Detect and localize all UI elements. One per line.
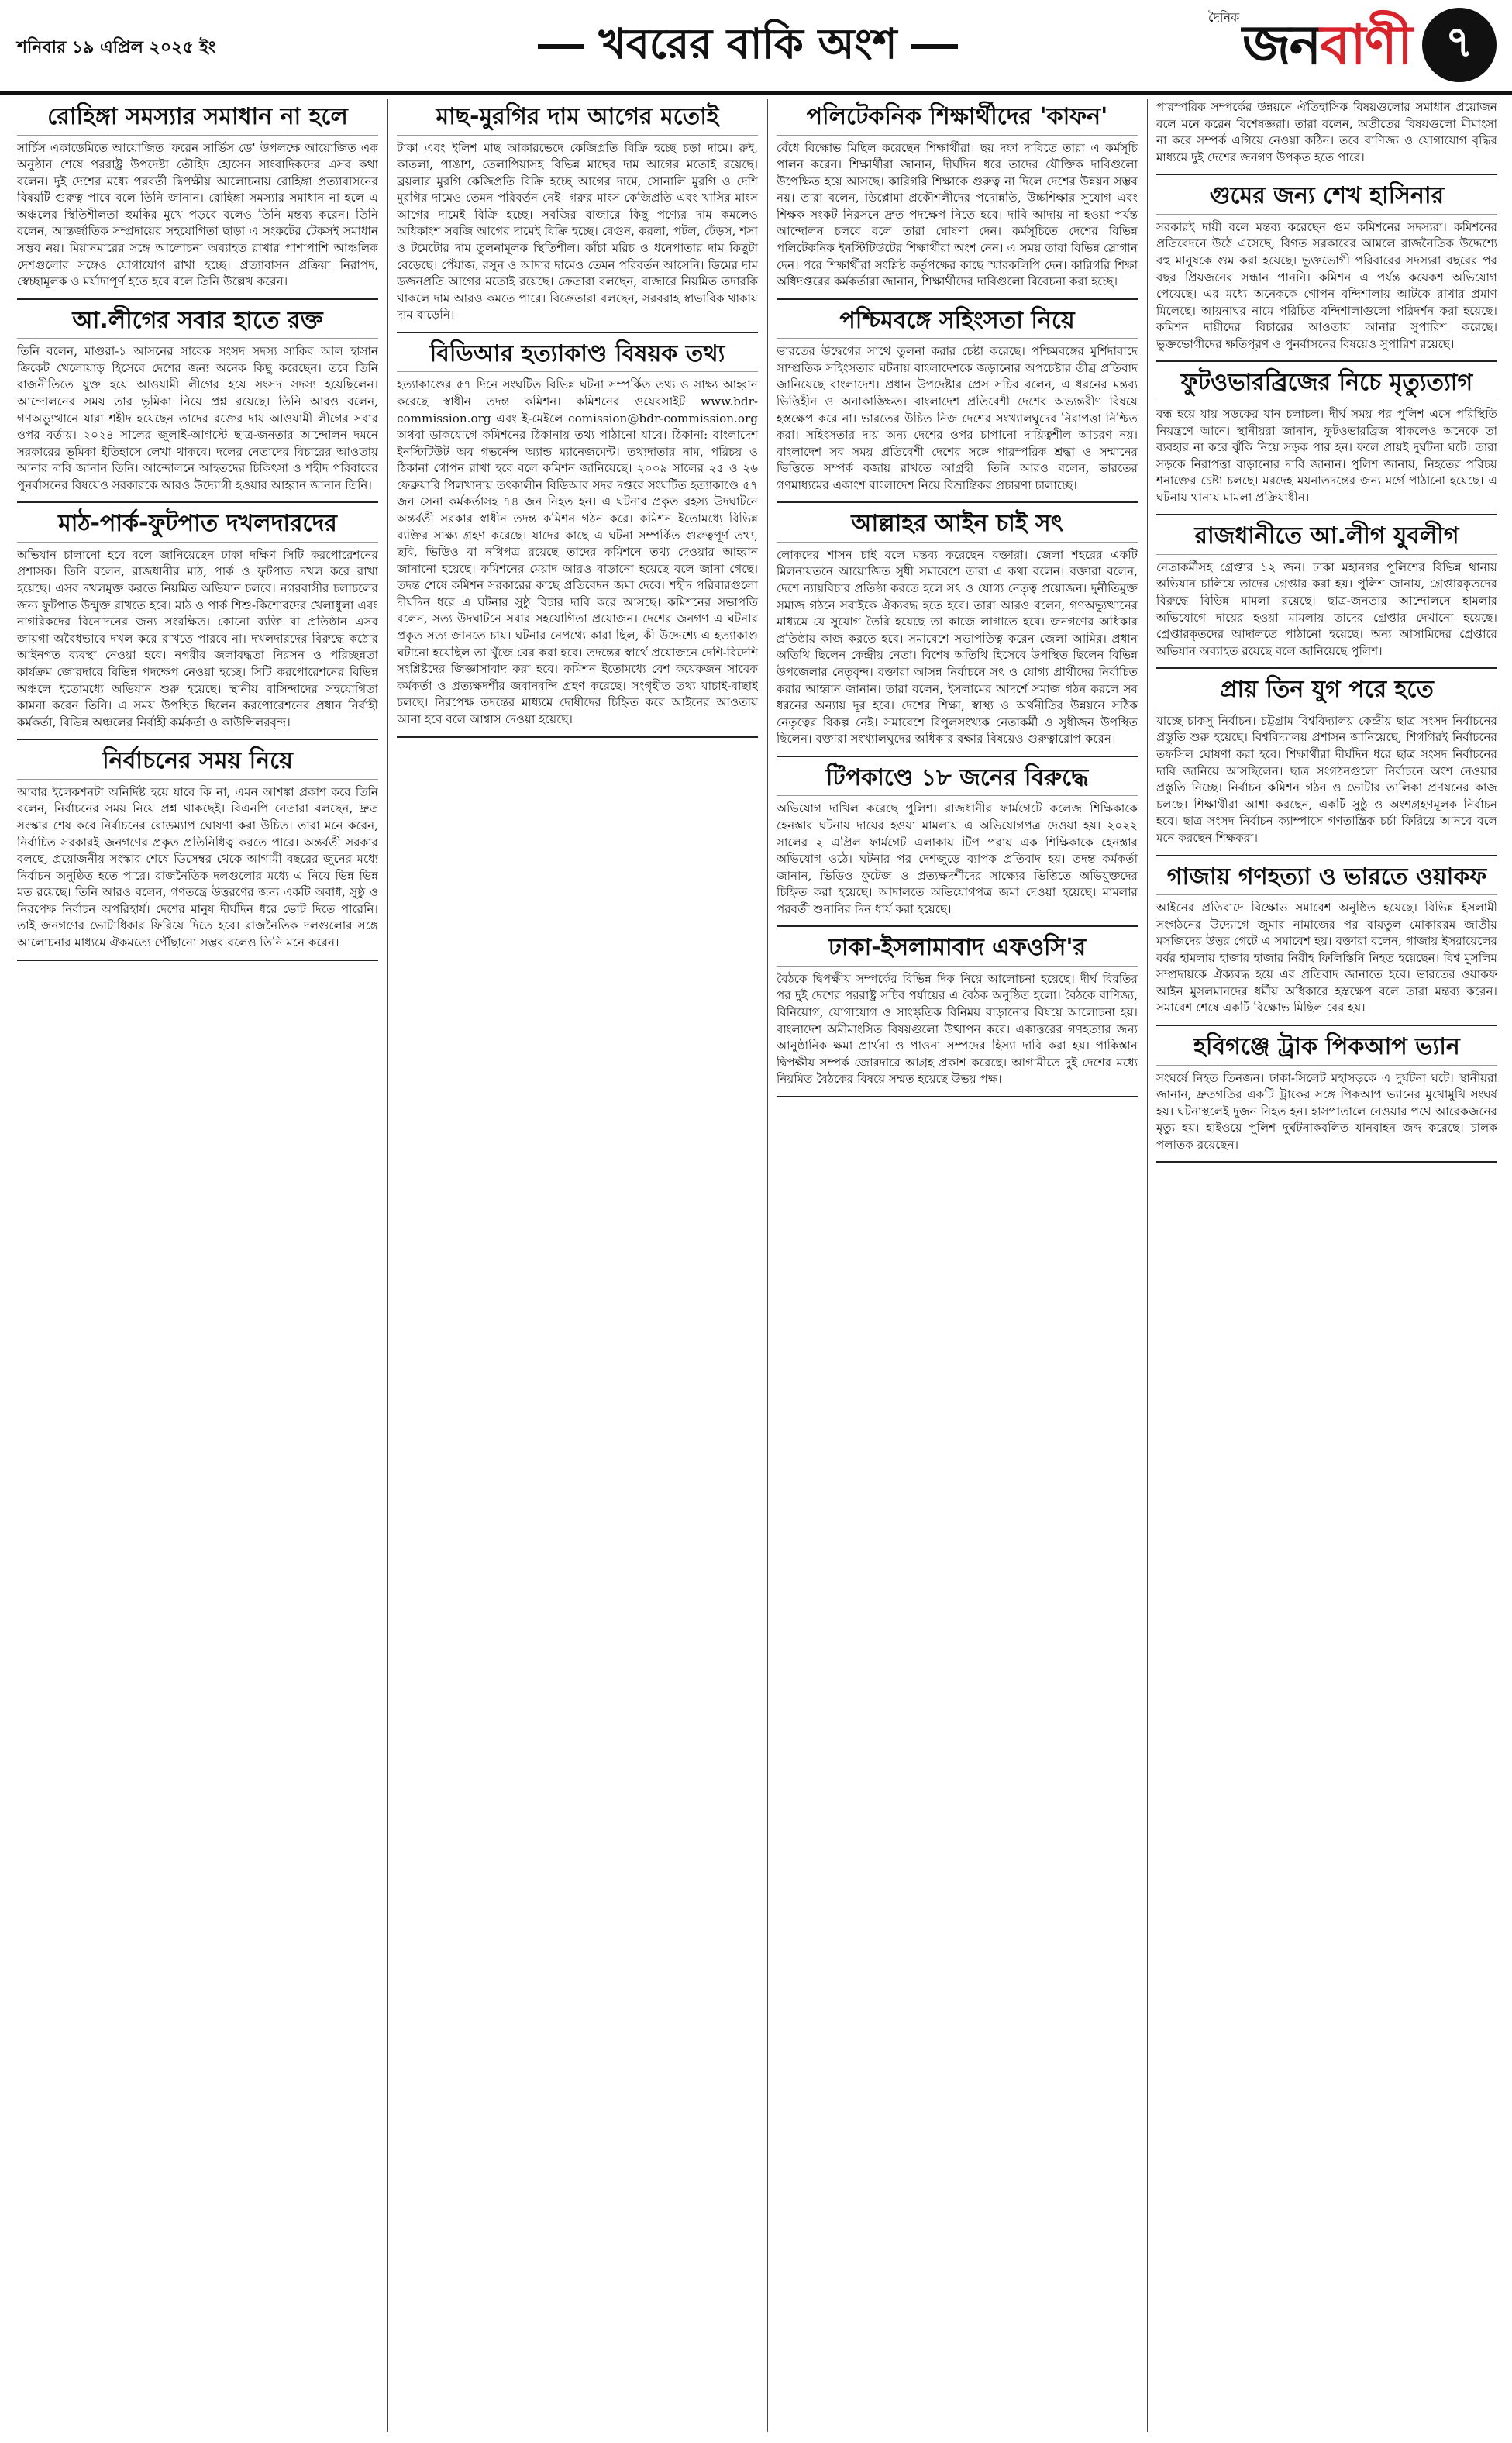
page-number: ৭: [1422, 8, 1497, 82]
article-headline: প্রায় তিন যুগ পরে হতে: [1156, 675, 1497, 708]
article-headline: নির্বাচনের সময় নিয়ে: [17, 746, 378, 780]
article-headline: ঢাকা-ইসলামাবাদ এফওসি'র: [777, 933, 1138, 967]
article-body: লোকদের শাসন চাই বলে মন্তব্য করেছেন বক্তারা। জেলা শহরের একটি মিলনায়তনে আয়োজিত সুধী সমাবেশে তারা এ কথা বলেন। বক্তারা বলেন, দেশে ন্যায়বিচার প্রতিষ্ঠা করতে হলে সৎ ও যোগ্য নেতৃত্ব প্রয়োজন। দুর্নীতিমুক্ত সমাজ গঠনে সবাইকে ঐক্যবদ্ধ হতে হবে। তারা আরও বলেন, গণঅভ্যুত্থানের মাধ্যমে যে সুযোগ তৈরি হয়েছে তা কাজে লাগাতে হবে। জনগণের অধিকার প্রতিষ্ঠায় কাজ করতে হবে। সমাবেশে সভাপতিত্ব করেন জেলা আমির। প্রধান অতিথি ছিলেন কেন্দ্রীয় নেতা। বিশেষ অতিথি হিসেবে উপস্থিত ছিলেন বিভিন্ন উপজেলার নেতৃবৃন্দ। বক্তারা আসন্ন নির্বাচনে সৎ ও যোগ্য প্রার্থীদের নির্বাচিত করার আহ্বান জানান। তারা বলেন, ইসলামের আদর্শে সমাজ গঠন করলে সব ধরনের অন্যায় দূর হবে। দেশের শিক্ষা, স্বাস্থ্য ও অর্থনীতির উন্নয়নে সঠিক নেতৃত্বের বিকল্প নেই। সমাবেশে বিপুলসংখ্যক নেতাকর্মী ও সুধীজন উপস্থিত ছিলেন। বক্তারা সংখ্যালঘুদের অধিকার রক্ষার বিষয়েও গুরুত্বারোপ করেন।: [777, 547, 1138, 746]
article-body: যাচ্ছে চাকসু নির্বাচন। চট্টগ্রাম বিশ্ববিদ্যালয় কেন্দ্রীয় ছাত্র সংসদ নির্বাচনের প্রস্তুতি শুরু হয়েছে। বিশ্ববিদ্যালয় প্রশাসন জানিয়েছে, শিগগিরই নির্বাচনের তফসিল ঘোষণা করা হবে। শিক্ষার্থীরা দীর্ঘদিন ধরে ছাত্র সংসদ নির্বাচনের দাবি জানিয়ে আসছিলেন। ছাত্র সংগঠনগুলো নির্বাচনে অংশ নেওয়ার প্রস্তুতি নিচ্ছে। নির্বাচন কমিশন গঠন ও ভোটার তালিকা প্রণয়নের কাজ চলছে। শিক্ষার্থীরা আশা করছেন, একটি সুষ্ঠু ও অংশগ্রহণমূলক নির্বাচন হবে। ছাত্র সংসদ নির্বাচন ক্যাম্পাসে গণতান্ত্রিক চর্চা ফিরিয়ে আনবে বলে মনে করছেন শিক্ষকরা।: [1156, 713, 1497, 845]
column-rule: [1147, 99, 1148, 2432]
article-divider: [1156, 667, 1497, 669]
article-body: আইনের প্রতিবাদে বিক্ষোভ সমাবেশ অনুষ্ঠিত হয়েছে। বিভিন্ন ইসলামী সংগঠনের উদ্যোগে জুমার নামাজের পর বায়তুল মোকাররম জাতীয় মসজিদের উত্তর গেটে এ সমাবেশ হয়। বক্তারা বলেন, গাজায় ইসরায়েলের বর্বর হামলায় হাজার হাজার নিরীহ ফিলিস্তিনি নিহত হয়েছেন। বিশ্ব মুসলিম সম্প্রদায়কে ঐক্যবদ্ধ হয়ে এর প্রতিবাদ জানাতে হবে। ভারতের ওয়াকফ আইন মুসলমানদের ধর্মীয় অধিকারে হস্তক্ষেপ বলে তারা মন্তব্য করেন। সমাবেশ শেষে একটি বিক্ষোভ মিছিল বের হয়।: [1156, 901, 1497, 1015]
column-rule: [387, 99, 388, 2432]
news-article: [1156, 181, 1497, 353]
logo-wordmark: [1242, 13, 1411, 77]
article-headline: রোহিঙ্গা সমস্যার সমাধান না হলে: [17, 102, 378, 136]
news-article: [1156, 675, 1497, 846]
logo-subtitle: দৈনিক: [1208, 10, 1240, 25]
article-divider: [1156, 1025, 1497, 1026]
article-headline: ফুটওভারব্রিজের নিচে মৃত্যুত্যাগ: [1156, 368, 1497, 401]
article-divider: [17, 501, 378, 503]
news-article: [1156, 863, 1497, 1018]
article-body: তিনি বলেন, মাগুরা-১ আসনের সাবেক সংসদ সদস্য সাকিব আল হাসান ক্রিকেট খেলোয়াড় হিসেবে দেশের জন্য অনেক কিছু করেছেন। তবে তিনি রাজনীতিতে যুক্ত হয়ে আওয়ামী লীগের হয়ে সংসদ সদস্য হয়েছিলেন। আন্দোলনের সময় তার ভূমিকা নিয়ে প্রশ্ন রয়েছে। তিনি আরও বলেন, গণঅভ্যুত্থানে যারা শহীদ হয়েছেন তাদের রক্তের দায় আওয়ামী লীগের সবার ওপর বর্তায়। ২০২৪ সালের জুলাই-আগস্টে ছাত্র-জনতার আন্দোলন দমনে সরকারের ভূমিকা ইতিহাসে লেখা থাকবে। দলের নেতাদের বিচারের আওতায় আনার দাবি জানান তিনি। আন্দোলনে আহতদের চিকিৎসা ও শহীদ পরিবারের পুনর্বাসনের বিষয়েও সরকারকে আরও উদ্যোগী হওয়ার আহ্বান জানান তিনি।: [17, 344, 378, 492]
news-article: [777, 933, 1138, 1088]
news-article: [777, 306, 1138, 494]
article-headline: পশ্চিমবঙ্গে সহিংসতা নিয়ে: [777, 306, 1138, 339]
article-divider: [1156, 1161, 1497, 1163]
issue-date: শনিবার ১৯ এপ্রিল ২০২৫ ইং: [17, 38, 216, 57]
article-headline: মাঠ-পার্ক-ফুটপাত দখলদারদের: [17, 509, 378, 543]
article-headline: হবিগঞ্জে ট্রাক পিকআপ ভ্যান: [1156, 1032, 1497, 1066]
masthead: [0, 0, 1512, 95]
article-headline: গুমের জন্য শেখ হাসিনার: [1156, 181, 1497, 215]
article-divider: [1156, 360, 1497, 362]
news-article: [1156, 1032, 1497, 1153]
article-divider: [1156, 174, 1497, 175]
news-article: [17, 746, 378, 951]
news-article: [1156, 522, 1497, 660]
newspaper-logo: [1171, 5, 1497, 85]
article-body: ভারতের উদ্বেগের সাথে তুলনা করার চেষ্টা করেছে। পশ্চিমবঙ্গের মুর্শিদাবাদে সাম্প্রতিক সহিংসতার ঘটনায় বাংলাদেশকে জড়ানোর অপচেষ্টার তীব্র প্রতিবাদ জানিয়েছে বাংলাদেশ। প্রধান উপদেষ্টার প্রেস সচিব বলেন, এ ধরনের মন্তব্য ভিত্তিহীন ও অনাকাঙ্ক্ষিত। বাংলাদেশ প্রতিবেশী দেশের অভ্যন্তরীণ বিষয়ে হস্তক্ষেপ করে না। ভারতের উচিত নিজ দেশের সংখ্যালঘুদের নিরাপত্তা নিশ্চিত করা। সহিংসতার দায় অন্য দেশের ওপর চাপানো দায়িত্বশীল আচরণ নয়। বাংলাদেশ সব সময় প্রতিবেশী দেশের সঙ্গে পারস্পরিক শ্রদ্ধা ও সম্মানের ভিত্তিতে সম্পর্ক বজায় রাখতে আগ্রহী। তিনি আরও বলেন, ভারতের গণমাধ্যমের একাংশ বাংলাদেশ নিয়ে বিভ্রান্তিকর প্রচারণা চালাচ্ছে।: [777, 344, 1138, 492]
article-divider: [777, 925, 1138, 927]
article-body: বন্ধ হয়ে যায় সড়কের যান চলাচল। দীর্ঘ সময় পর পুলিশ এসে পরিস্থিতি নিয়ন্ত্রণে আনে। স্থানীয়রা জানান, ফুটওভারব্রিজ থাকলেও অনেকে তা ব্যবহার না করে ঝুঁকি নিয়ে সড়ক পার হন। ফলে প্রায়ই দুর্ঘটনা ঘটে। তারা সড়কে নিরাপত্তা বাড়ানোর দাবি জানান। পুলিশ জানায়, নিহতের পরিচয় শনাক্তের চেষ্টা চলছে। মরদেহ ময়নাতদন্তের জন্য মর্গে পাঠানো হয়েছে। এ ঘটনায় থানায় মামলা প্রক্রিয়াধীন।: [1156, 406, 1497, 505]
news-article: [397, 339, 758, 729]
article-headline: মাছ-মুরগির দাম আগের মতোই: [397, 102, 758, 136]
article-body: আবার ইলেকশনটা অনির্দিষ্ট হয়ে যাবে কি না, এমন আশঙ্কা প্রকাশ করে তিনি বলেন, নির্বাচনের সময় নিয়ে প্রশ্ন থাকছেই। বিএনপি নেতারা বলছেন, দ্রুত সংস্কার শেষ করে নির্বাচনের রোডম্যাপ ঘোষণা করা উচিত। তারা মনে করেন, নির্বাচিত সরকারই জনগণের প্রকৃত প্রতিনিধিত্ব করতে পারে। অন্তর্বর্তী সরকার বলছে, প্রয়োজনীয় সংস্কার শেষে ডিসেম্বর থেকে আগামী বছরের জুনের মধ্যে নির্বাচন অনুষ্ঠিত হতে পারে। রাজনৈতিক দলগুলোর মধ্যে এ নিয়ে ভিন্ন ভিন্ন মত রয়েছে। তিনি আরও বলেন, গণতন্ত্রে উত্তরণের জন্য একটি অবাধ, সুষ্ঠু ও নিরপেক্ষ নির্বাচন অপরিহার্য। দেশের মানুষ দীর্ঘদিন ধরে ভোট দিতে পারেনি। তাই জনগণের ভোটাধিকার ফিরিয়ে দিতে হবে। রাজনৈতিক দলগুলোর সঙ্গে আলোচনার মাধ্যমে ঐকমত্যে পৌঁছানো সম্ভব বলেও তিনি মনে করেন।: [17, 784, 378, 949]
news-article: [397, 102, 758, 324]
article-body: পারস্পরিক সম্পর্কের উন্নয়নে ঐতিহাসিক বিষয়গুলোর সমাধান প্রয়োজন বলে মনে করেন বিশেষজ্ঞরা। তারা বলেন, অতীতের বিষয়গুলো মীমাংসা না করে সম্পর্ক এগিয়ে নেওয়া কঠিন। তবে বাণিজ্য ও যোগাযোগ বৃদ্ধির মাধ্যমে দুই দেশের জনগণ উপকৃত হতে পারে।: [1156, 100, 1497, 164]
article-headline: টিপকাণ্ডে ১৮ জনের বিরুদ্ধে: [777, 763, 1138, 797]
article-divider: [1156, 855, 1497, 856]
article-body: অভিযোগ দাখিল করেছে পুলিশ। রাজধানীর ফার্মগেটে কলেজ শিক্ষিকাকে হেনস্তার ঘটনায় দায়ের হওয়া মামলায় এ অভিযোগপত্র দেওয়া হয়। ২০২২ সালের ২ এপ্রিল ফার্মগেট এলাকায় টিপ পরায় এক শিক্ষিকাকে হেনস্তার অভিযোগ ওঠে। ঘটনার পর দেশজুড়ে ব্যাপক প্রতিবাদ হয়। তদন্ত কর্মকর্তা জানান, ভিডিও ফুটেজ ও প্রত্যক্ষদর্শীদের সাক্ষ্যের ভিত্তিতে অভিযুক্তদের চিহ্নিত করা হয়েছে। আদালতে অভিযোগপত্র জমা দেওয়া হয়েছে। মামলার পরবর্তী শুনানির দিন ধার্য করা হয়েছে।: [777, 801, 1138, 916]
article-divider: [17, 298, 378, 300]
column-4: [1156, 99, 1497, 2432]
article-headline: বিডিআর হত্যাকাণ্ড বিষয়ক তথ্য: [397, 339, 758, 373]
article-divider: [777, 756, 1138, 757]
article-headline: পলিটেকনিক শিক্ষার্থীদের 'কাফন': [777, 102, 1138, 136]
column-1: [17, 99, 378, 2432]
news-article: [777, 763, 1138, 918]
article-divider: [17, 739, 378, 740]
article-headline: গাজায় গণহত্যা ও ভারতে ওয়াকফ: [1156, 863, 1497, 896]
news-article: [777, 102, 1138, 291]
news-article: [777, 509, 1138, 747]
article-divider: [17, 960, 378, 961]
news-article: [17, 509, 378, 731]
article-body: বৈঠকে দ্বিপক্ষীয় সম্পর্কের বিভিন্ন দিক নিয়ে আলোচনা হয়েছে। দীর্ঘ বিরতির পর দুই দেশের পররাষ্ট্র সচিব পর্যায়ের এ বৈঠক অনুষ্ঠিত হলো। বৈঠকে বাণিজ্য, বিনিয়োগ, যোগাযোগ ও সাংস্কৃতিক বিনিময় বাড়ানোর বিষয়ে আলোচনা হয়। বাংলাদেশ অমীমাংসিত বিষয়গুলো উত্থাপন করে। একাত্তরের গণহত্যার জন্য আনুষ্ঠানিক ক্ষমা প্রার্থনা ও পাওনা সম্পদের হিস্যা দাবি করা হয়। পাকিস্তান দ্বিপক্ষীয় সম্পর্ক জোরদারে আগ্রহ প্রকাশ করেছে। আগামীতে দুই দেশের মধ্যে নিয়মিত বৈঠকের বিষয়ে সম্মত হয়েছে উভয় পক্ষ।: [777, 971, 1138, 1087]
article-body: সংঘর্ষে নিহত তিনজন। ঢাকা-সিলেট মহাসড়কে এ দুর্ঘটনা ঘটে। স্থানীয়রা জানান, দ্রুতগতির একটি ট্রাকের সঙ্গে পিকআপ ভ্যানের মুখোমুখি সংঘর্ষ হয়। ঘটনাস্থলেই দুজন নিহত হন। হাসপাতালে নেওয়ার পথে আরেকজনের মৃত্যু হয়। হাইওয়ে পুলিশ দুর্ঘটনাকবলিত যানবাহন জব্দ করেছে। চালক পলাতক রয়েছেন।: [1156, 1070, 1497, 1152]
column-2: [397, 99, 758, 2432]
article-body: সার্চিস একাডেমিতে আয়োজিত 'ফরেন সার্ভিস ডে' উপলক্ষে আয়োজিত এক অনুষ্ঠান শেষে পররাষ্ট্র উপদেষ্টা তৌহিদ হোসেন সাংবাদিকদের এসব কথা বলেন। দুই দেশের মধ্যে পরবর্তী দ্বিপক্ষীয় আলোচনায় রোহিঙ্গা প্রত্যাবাসনের বিষয়টি গুরুত্ব পাবে বলে তিনি জানান। রোহিঙ্গা সমস্যার সমাধান না হলে এ অঞ্চলের স্থিতিশীলতা হুমকির মুখে পড়বে বলেও তিনি মন্তব্য করেন। তিনি বলেন, আন্তর্জাতিক সম্প্রদায়ের সহযোগিতা ছাড়া এ সংকটের টেকসই সমাধান সম্ভব নয়। মিয়ানমারের সঙ্গে আলোচনা অব্যাহত রাখার পাশাপাশি আঞ্চলিক দেশগুলোর সঙ্গেও যোগাযোগ রাখা হচ্ছে। প্রত্যাবাসন প্রক্রিয়া নিরাপদ, স্বেচ্ছামূলক ও মর্যাদাপূর্ণ হতে হবে বলে তিনি উল্লেখ করেন।: [17, 140, 378, 289]
article-divider: [397, 332, 758, 333]
article-divider: [777, 298, 1138, 300]
article-headline: আ.লীগের সবার হাতে রক্ত: [17, 306, 378, 339]
section-title: খবরের বাকি অংশ: [496, 6, 1000, 87]
article-divider: [1156, 514, 1497, 515]
column-rule: [767, 99, 768, 2432]
article-headline: রাজধানীতে আ.লীগ যুবলীগ: [1156, 522, 1497, 555]
article-body: সরকারই দায়ী বলে মন্তব্য করেছেন গুম কমিশনের সদস্যরা। কমিশনের প্রতিবেদনে উঠে এসেছে, বিগত সরকারের আমলে রাজনৈতিক উদ্দেশ্যে বহু মানুষকে গুম করা হয়েছে। ভুক্তভোগী পরিবারের সদস্যরা বছরের পর বছর প্রিয়জনের সন্ধান পাননি। কমিশন এ পর্যন্ত কয়েকশ অভিযোগ পেয়েছে। এর মধ্যে অনেককে গোপন বন্দিশালায় আটকে রাখার প্রমাণ মিলেছে। আয়নাঘর নামে পরিচিত বন্দিশালাগুলো পরিদর্শন করা হয়েছে। কমিশন দায়ীদের বিচারের আওতায় আনার সুপারিশ করেছে। ভুক্তভোগীদের ক্ষতিপূরণ ও পুনর্বাসনের বিষয়েও সুপারিশ রয়েছে।: [1156, 219, 1497, 351]
article-body: বেঁধে বিক্ষোভ মিছিল করেছেন শিক্ষার্থীরা। ছয় দফা দাবিতে তারা এ কর্মসূচি পালন করেন। শিক্ষার্থীরা জানান, দীর্ঘদিন ধরে তাদের যৌক্তিক দাবিগুলো উপেক্ষিত হয়ে আসছে। কারিগরি শিক্ষাকে গুরুত্ব না দিলে দেশের উন্নয়ন সম্ভব নয়। তারা বলেন, ডিপ্লোমা প্রকৌশলীদের পদোন্নতি, উচ্চশিক্ষার সুযোগ এবং শিক্ষক সংকট নিরসনে দ্রুত পদক্ষেপ নিতে হবে। দাবি আদায় না হওয়া পর্যন্ত আন্দোলন চলবে বলে তারা ঘোষণা দেন। কর্মসূচিতে দেশের বিভিন্ন পলিটেকনিক ইনস্টিটিউটের শিক্ষার্থীরা অংশ নেন। এ সময় তারা বিভিন্ন স্লোগান দেন। পরে শিক্ষার্থীরা সংশ্লিষ্ট কর্তৃপক্ষের কাছে স্মারকলিপি দেন। কারিগরি শিক্ষা অধিদপ্তরের কর্মকর্তারা জানান, শিক্ষার্থীদের দাবিগুলো বিবেচনা করা হচ্ছে।: [777, 140, 1138, 289]
article-body: নেতাকর্মীসহ গ্রেপ্তার ১২ জন। ঢাকা মহানগর পুলিশের বিভিন্ন থানায় অভিযান চালিয়ে তাদের গ্রেপ্তার করা হয়। পুলিশ জানায়, গ্রেপ্তারকৃতদের বিরুদ্ধে বিভিন্ন মামলা রয়েছে। ছাত্র-জনতার আন্দোলনে হামলার অভিযোগে দায়ের হওয়া মামলায় তাদের গ্রেপ্তার দেখানো হয়েছে। গ্রেপ্তারকৃতদের আদালতে পাঠানো হয়েছে। অন্য আসামিদের গ্রেপ্তারে অভিযান অব্যাহত রয়েছে বলে জানিয়েছে পুলিশ।: [1156, 560, 1497, 658]
news-article: [17, 102, 378, 291]
article-body: টাকা এবং ইলিশ মাছ আকারভেদে কেজিপ্রতি বিক্রি হচ্ছে চড়া দামে। রুই, কাতলা, পাঙাশ, তেলাপিয়াসহ বিভিন্ন মাছের দাম আগের মতোই রয়েছে। ব্রয়লার মুরগি কেজিপ্রতি বিক্রি হচ্ছে আগের দামে, সোনালি মুরগি ও দেশি মুরগির দামেও তেমন পরিবর্তন নেই। গরুর মাংস কেজিপ্রতি এবং খাসির মাংস আগের দামেই বিক্রি হচ্ছে। সবজির বাজারে কিছু পণ্যের দাম কমলেও অধিকাংশ সবজি আগের দামেই বিক্রি হচ্ছে। বেগুন, করলা, পটল, ঢেঁড়স, শসা ও টমেটোর দাম তুলনামূলক স্থিতিশীল। কাঁচা মরিচ ও ধনেপাতার দাম কিছুটা বেড়েছে। পেঁয়াজ, রসুন ও আদার দামেও তেমন পরিবর্তন আসেনি। ডিমের দাম ডজনপ্রতি আগের মতোই রয়েছে। ক্রেতারা বলছেন, বাজারে নিয়মিত তদারকি থাকলে দাম আরও কমতে পারে। বিক্রেতারা বলছেন, সরবরাহ স্বাভাবিক থাকায় দাম বাড়েনি।: [397, 140, 758, 322]
news-article: [1156, 99, 1497, 166]
logo-part-2: বাণী: [1320, 13, 1411, 77]
column-3: [777, 99, 1138, 2432]
news-article: [17, 306, 378, 494]
article-body: অভিযান চালানো হবে বলে জানিয়েছেন ঢাকা দক্ষিণ সিটি করপোরেশনের প্রশাসক। তিনি বলেন, রাজধানীর মাঠ, পার্ক ও ফুটপাত দখল করে রাখা হয়েছে। এসব দখলমুক্ত করতে নিয়মিত অভিযান চলবে। নগরবাসীর চলাচলের জন্য ফুটপাত উন্মুক্ত রাখতে হবে। মাঠ ও পার্ক শিশু-কিশোরদের খেলাধুলা এবং নাগরিকদের বিনোদনের জন্য সংরক্ষিত। কোনো ব্যক্তি বা প্রতিষ্ঠান এসব জায়গা অবৈধভাবে দখল করে রাখতে পারবে না। দখলদারদের বিরুদ্ধে কঠোর আইনগত ব্যবস্থা নেওয়া হবে। নগরীর জলাবদ্ধতা নিরসন ও পরিচ্ছন্নতা কার্যক্রম জোরদারে বিভিন্ন পদক্ষেপ নেওয়া হচ্ছে। সিটি করপোরেশনের বিভিন্ন অঞ্চলে ইতোমধ্যে অভিযান শুরু হয়েছে। স্থানীয় বাসিন্দাদের সহযোগিতা কামনা করেন তিনি। এ সময় উপস্থিত ছিলেন করপোরেশনের প্রধান নির্বাহী কর্মকর্তা, বিভিন্ন অঞ্চলের নির্বাহী কর্মকর্তা ও কাউন্সিলরবৃন্দ।: [17, 547, 378, 729]
article-divider: [397, 736, 758, 738]
article-divider: [777, 1096, 1138, 1097]
article-divider: [777, 501, 1138, 503]
article-headline: আল্লাহর আইন চাই সৎ: [777, 509, 1138, 543]
news-article: [1156, 368, 1497, 506]
logo-part-1: জন: [1242, 13, 1321, 77]
article-body: হত্যাকাণ্ডের ৫৭ দিনে সংঘটিত বিভিন্ন ঘটনা সম্পর্কিত তথ্য ও সাক্ষ্য আহ্বান করেছে স্বাধীন তদন্ত কমিশন। কমিশনের ওয়েবসাইট www.bdr-commission.org এবং ই-মেইলে comission@bdr-commission.org অথবা ডাকযোগে কমিশনের ঠিকানায় তথ্য পাঠানো যাবে। ঠিকানা: বাংলাদেশ ইনস্টিটিউট অব গভর্নেন্স অ্যান্ড ম্যানেজমেন্ট। তথ্যদাতার নাম, পরিচয় ও ঠিকানা গোপন রাখা হবে বলে কমিশন জানিয়েছে। ২০০৯ সালের ২৫ ও ২৬ ফেব্রুয়ারি পিলখানায় তৎকালীন বিডিআর সদর দপ্তরে সংঘটিত হত্যাকাণ্ডে ৫৭ জন সেনা কর্মকর্তাসহ ৭৪ জন নিহত হন। এ ঘটনার প্রকৃত রহস্য উদঘাটনে অন্তর্বর্তী সরকার স্বাধীন তদন্ত কমিশন গঠন করে। কমিশন ইতোমধ্যে বিভিন্ন ব্যক্তির সাক্ষ্য গ্রহণ করেছে। যাদের কাছে এ ঘটনা সম্পর্কিত গুরুত্বপূর্ণ তথ্য, ছবি, ভিডিও বা নথিপত্র রয়েছে তাদের কমিশনে তথ্য দেওয়ার আহ্বান জানানো হয়েছে। কমিশনের মেয়াদ আরও বাড়ানো হয়েছে বলে জানা গেছে। তদন্ত শেষে কমিশন সরকারের কাছে প্রতিবেদন জমা দেবে। শহীদ পরিবারগুলো দীর্ঘদিন ধরে এ ঘটনার সুষ্ঠু বিচার দাবি করে আসছে। কমিশনের সভাপতি বলেন, সত্য উদঘাটনে সবার সহযোগিতা প্রয়োজন। দেশের জনগণ এ ঘটনার প্রকৃত সত্য জানতে চায়। ঘটনার নেপথ্যে কারা ছিল, কী উদ্দেশ্যে এ হত্যাকাণ্ড ঘটানো হয়েছিল তা খুঁজে বের করা হবে। তদন্তের স্বার্থে প্রয়োজনে দেশি-বিদেশি সংশ্লিষ্টদের জিজ্ঞাসাবাদ করা হবে। কমিশন ইতোমধ্যে বেশ কয়েকজন সাবেক কর্মকর্তা ও প্রত্যক্ষদর্শীর জবানবন্দি গ্রহণ করেছে। সংগৃহীত তথ্য যাচাই-বাছাই চলছে। নিরপেক্ষ তদন্তের মাধ্যমে দোষীদের চিহ্নিত করে আইনের আওতায় আনা হবে বলে আশ্বাস দেওয়া হয়েছে।: [397, 377, 758, 726]
